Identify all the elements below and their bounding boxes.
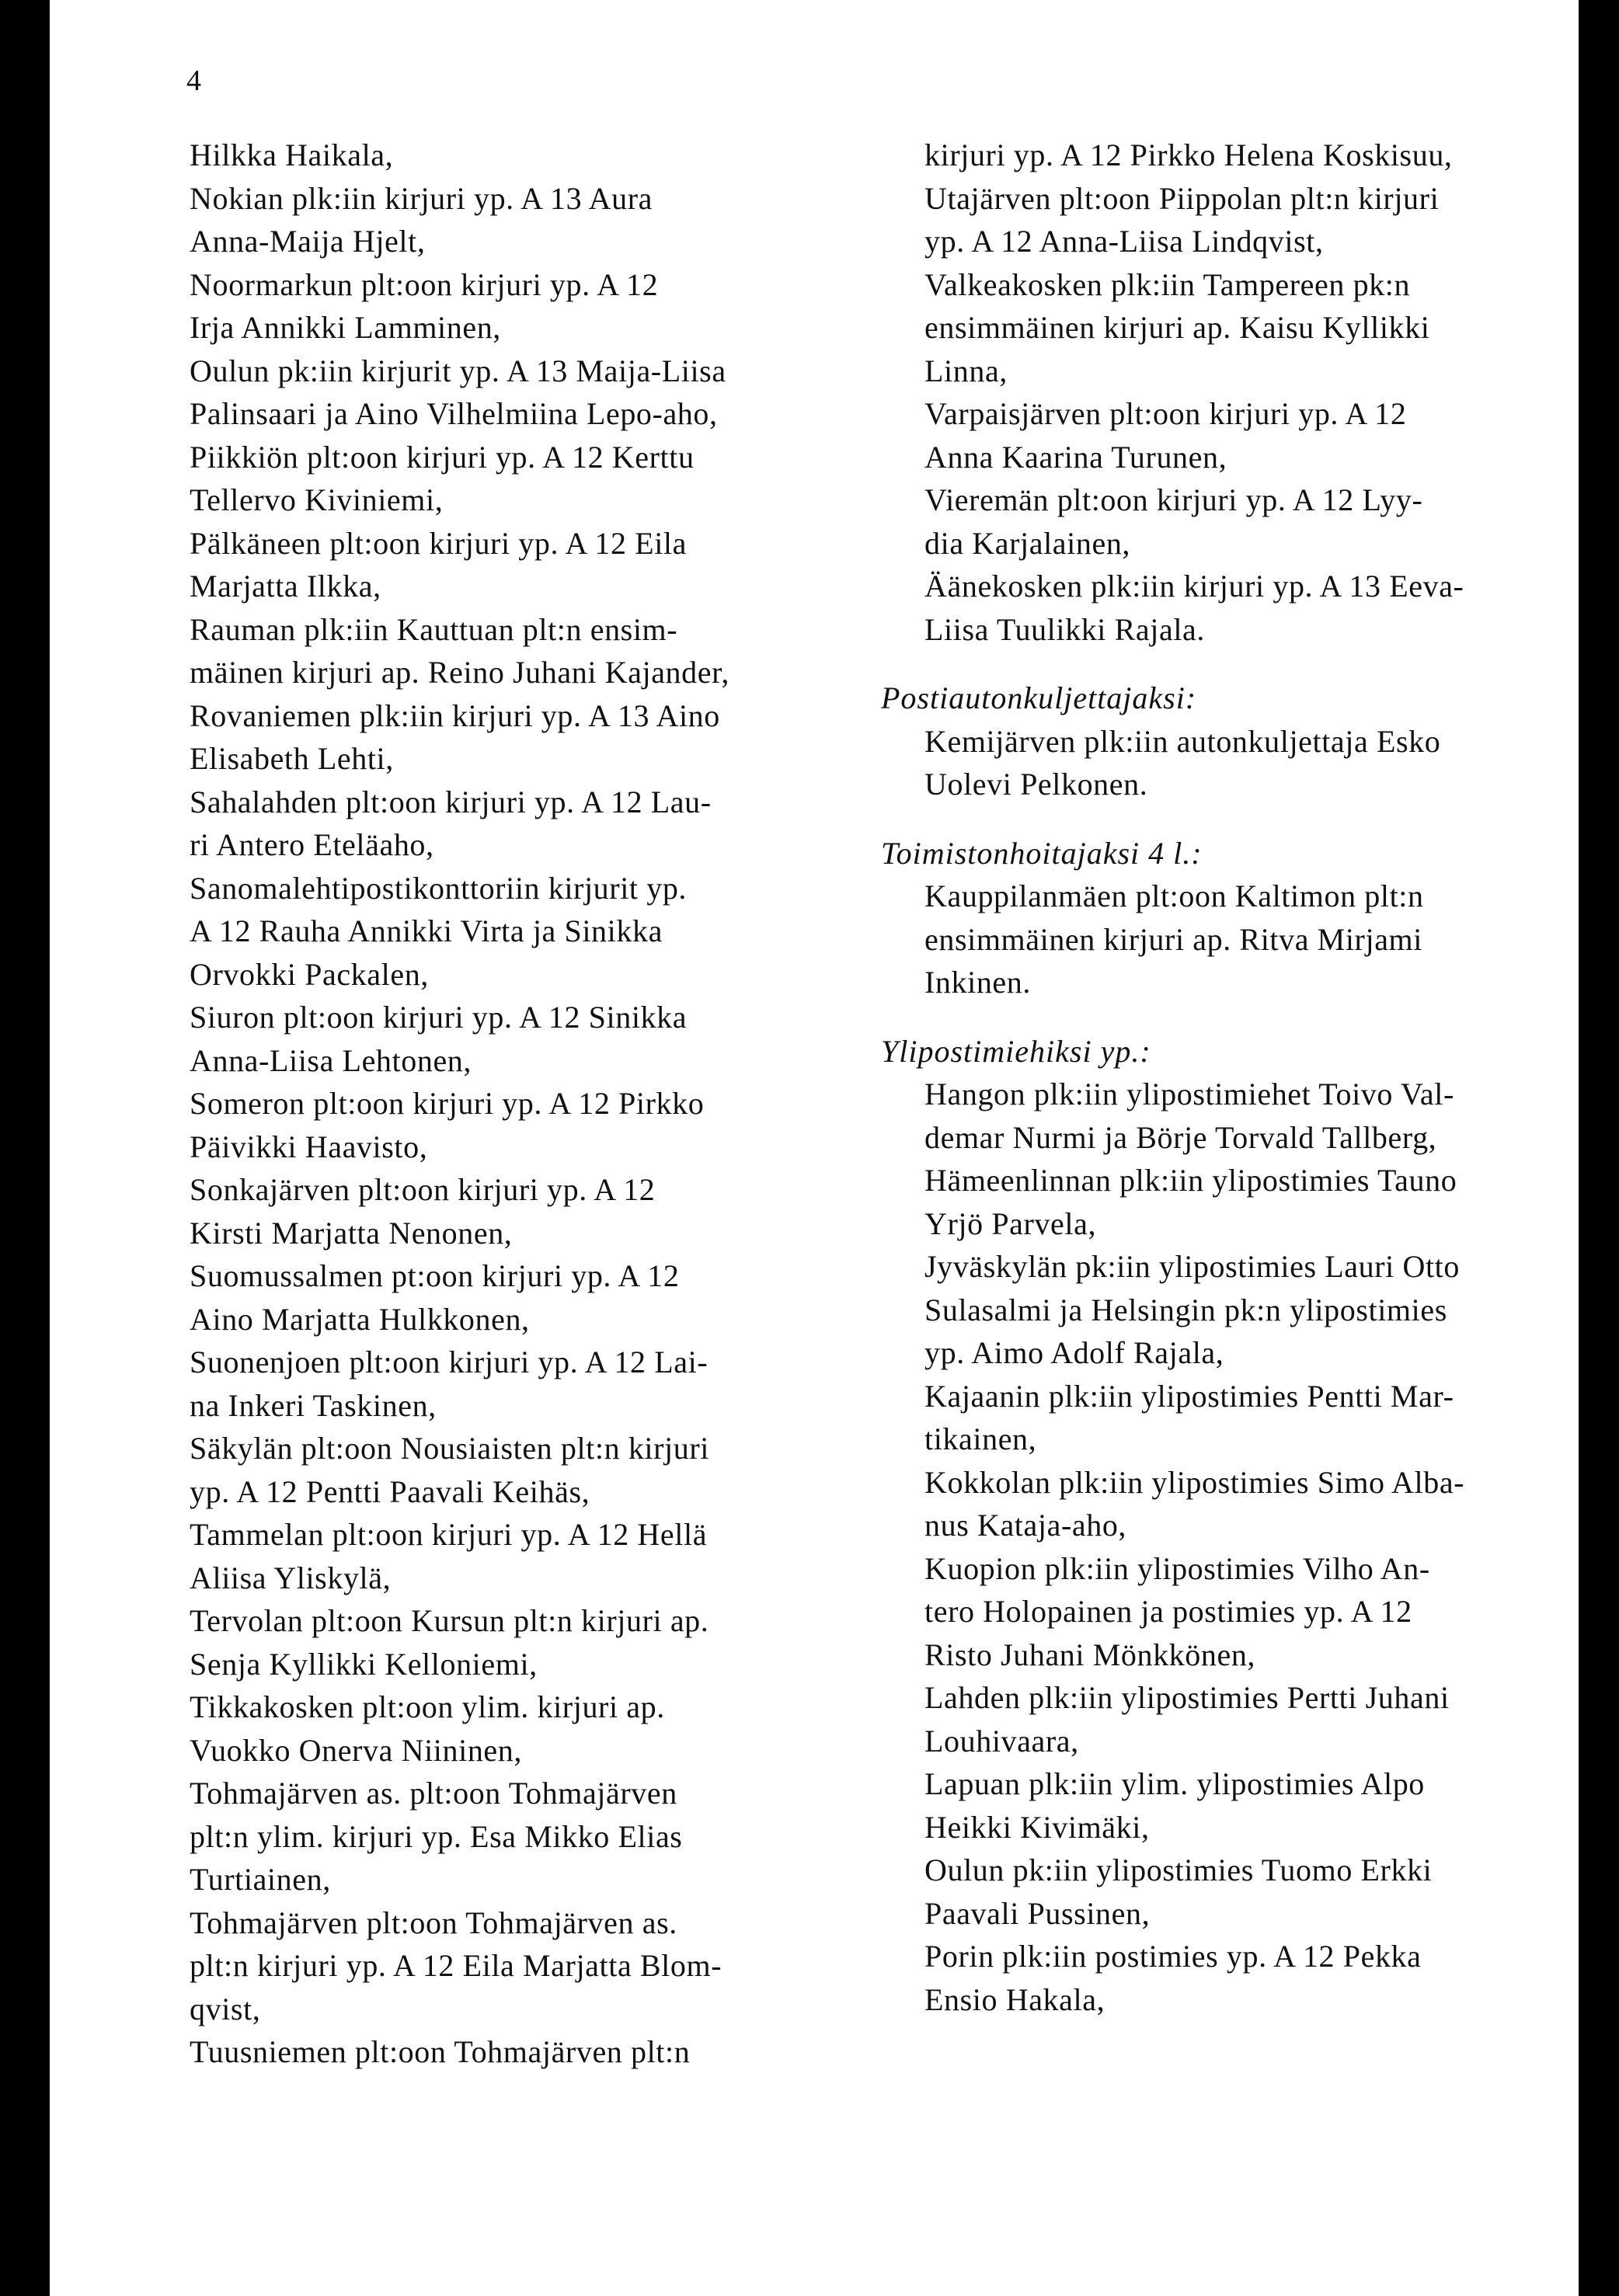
text-line: Varpaisjärven plt:oon kirjuri yp. A 12 <box>924 396 1407 431</box>
text-line: Lahden plk:iin ylipostimies Pertti Juhani <box>924 1680 1450 1715</box>
text-line: Kirsti Marjatta Nenonen, <box>190 1215 513 1251</box>
text-line: Inkinen. <box>924 965 1031 1000</box>
page-number: 4 <box>186 64 201 97</box>
text-line: Uolevi Pelkonen. <box>924 767 1148 802</box>
text-line: Lapuan plk:iin ylim. ylipostimies Alpo <box>924 1766 1425 1801</box>
text-line: ensimmäinen kirjuri ap. Kaisu Kyllikki <box>924 310 1430 345</box>
text-line: yp. A 12 Anna-Liisa Lindqvist, <box>924 224 1324 259</box>
text-line: Tikkakosken plt:oon ylim. kirjuri ap. <box>190 1689 665 1724</box>
text-line: demar Nurmi ja Börje Torvald Tallberg, <box>924 1119 1437 1155</box>
text-line: Porin plk:iin postimies yp. A 12 Pekka <box>924 1939 1422 1974</box>
text-line: Tuusniemen plt:oon Tohmajärven plt:n <box>190 2034 691 2069</box>
text-line: Vuokko Onerva Niininen, <box>190 1732 522 1768</box>
text-line: Heikki Kivimäki, <box>924 1809 1150 1845</box>
text-line: Hämeenlinnan plk:iin ylipostimies Tauno <box>924 1163 1457 1198</box>
text-line: tero Holopainen ja postimies yp. A 12 <box>924 1594 1412 1629</box>
text-line: A 12 Rauha Annikki Virta ja Sinikka <box>190 913 663 948</box>
text-line: Oulun pk:iin ylipostimies Tuomo Erkki <box>924 1852 1433 1887</box>
text-line: dia Karjalainen, <box>924 525 1131 561</box>
text-line: Nokian plk:iin kirjuri yp. A 13 Aura <box>190 180 653 216</box>
text-line: Aliisa Yliskylä, <box>190 1560 392 1595</box>
text-line: Tohmajärven as. plt:oon Tohmajärven <box>190 1776 677 1811</box>
text-line: Sonkajärven plt:oon kirjuri yp. A 12 <box>190 1172 656 1207</box>
text-line: Päivikki Haavisto, <box>190 1129 428 1164</box>
text-line: na Inkeri Taskinen, <box>190 1387 437 1423</box>
text-line: Senja Kyllikki Kelloniemi, <box>190 1646 538 1682</box>
left-column <box>190 134 846 2074</box>
text-line: Pälkäneen plt:oon kirjuri yp. A 12 Eila <box>190 525 687 561</box>
text-line: nus Kataja-aho, <box>924 1508 1127 1543</box>
text-line: qvist, <box>190 1991 261 2026</box>
text-line: mäinen kirjuri ap. Reino Juhani Kajander, <box>190 655 730 690</box>
text-line: Tammelan plt:oon kirjuri yp. A 12 Hellä <box>190 1517 708 1552</box>
text-line: Someron plt:oon kirjuri yp. A 12 Pirkko <box>190 1086 705 1121</box>
text-line: Säkylän plt:oon Nousiaisten plt:n kirjuri <box>190 1431 709 1466</box>
text-line: Anna-Maija Hjelt, <box>190 224 426 259</box>
text-line: Äänekosken plk:iin kirjuri yp. A 13 Eeva- <box>924 569 1464 604</box>
text-line: Siuron plt:oon kirjuri yp. A 12 Sinikka <box>190 1000 688 1035</box>
text-line: Irja Annikki Lamminen, <box>190 310 501 345</box>
text-line: tikainen, <box>924 1421 1037 1456</box>
text-line: Tervolan plt:oon Kursun plt:n kirjuri ap. <box>190 1603 709 1638</box>
section-spacer <box>881 806 1537 832</box>
text-line: Sanomalehtipostikonttoriin kirjurit yp. <box>190 870 688 906</box>
text-line: Suonenjoen plt:oon kirjuri yp. A 12 Lai- <box>190 1345 709 1379</box>
text-line: yp. Aimo Adolf Rajala, <box>924 1335 1224 1370</box>
text-line: Palinsaari ja Aino Vilhelmiina Lepo-aho, <box>190 396 718 431</box>
text-line: Liisa Tuulikki Rajala. <box>924 611 1205 647</box>
section-spacer <box>881 1004 1537 1030</box>
paper-sheet <box>50 0 1579 2296</box>
text-line: Tohmajärven plt:oon Tohmajärven as. <box>190 1905 677 1940</box>
text-line: Noormarkun plt:oon kirjuri yp. A 12 <box>190 266 659 302</box>
text-line: Sulasalmi ja Helsingin pk:n ylipostimies <box>924 1292 1447 1327</box>
text-line: Linna, <box>924 353 1008 388</box>
text-line: Elisabeth Lehti, <box>190 741 394 776</box>
text-line: Paavali Pussinen, <box>924 1895 1151 1931</box>
text-line: ri Antero Eteläaho, <box>190 827 434 862</box>
text-line: plt:n kirjuri yp. A 12 Eila Marjatta Blom- <box>190 1948 722 1983</box>
text-line: Anna-Liisa Lehtonen, <box>190 1042 472 1078</box>
section-heading: Toimistonhoitajaksi 4 l.: <box>881 835 1203 871</box>
text-line: Jyväskylän pk:iin ylipostimies Lauri Otto <box>924 1249 1460 1284</box>
text-line: Ensio Hakala, <box>924 1981 1105 2017</box>
text-line: Marjatta Ilkka, <box>190 569 381 604</box>
text-line: Hangon plk:iin ylipostimiehet Toivo Val- <box>924 1077 1454 1111</box>
section-heading: Postiautonkuljettajaksi: <box>881 680 1197 715</box>
text-line: Sahalahden plt:oon kirjuri yp. A 12 Lau- <box>190 784 712 819</box>
text-line: Kokkolan plk:iin ylipostimies Simo Alba- <box>924 1464 1465 1500</box>
text-line: Oulun pk:iin kirjurit yp. A 13 Maija-Liisa <box>190 353 726 388</box>
text-line: Risto Juhani Mönkkönen, <box>924 1637 1256 1672</box>
text-line: Anna Kaarina Turunen, <box>924 439 1227 475</box>
text-line: Hilkka Haikala, <box>190 137 394 172</box>
right-column <box>881 134 1537 2021</box>
text-line: Valkeakosken plk:iin Tampereen pk:n <box>924 266 1411 302</box>
text-line: Rovaniemen plk:iin kirjuri yp. A 13 Aino <box>190 697 720 733</box>
text-line: Orvokki Packalen, <box>190 956 429 992</box>
section-heading: Ylipostimiehiksi yp.: <box>881 1033 1151 1069</box>
text-line: Yrjö Parvela, <box>924 1205 1097 1241</box>
text-line: Piikkiön plt:oon kirjuri yp. A 12 Kerttu <box>190 439 695 475</box>
section-spacer <box>881 651 1537 677</box>
text-line: Vieremän plt:oon kirjuri yp. A 12 Lyy- <box>924 482 1423 517</box>
text-line: Kauppilanmäen plt:oon Kaltimon plt:n <box>924 878 1424 913</box>
text-line: Kemijärven plk:iin autonkuljettaja Esko <box>924 723 1441 759</box>
text-line: Tellervo Kiviniemi, <box>190 482 444 517</box>
text-line: kirjuri yp. A 12 Pirkko Helena Koskisuu, <box>924 137 1453 172</box>
text-line: yp. A 12 Pentti Paavali Keihäs, <box>190 1473 590 1509</box>
text-line: Suomussalmen pt:oon kirjuri yp. A 12 <box>190 1258 680 1293</box>
text-line: Turtiainen, <box>190 1862 331 1897</box>
text-line: Kuopion plk:iin ylipostimies Vilho An- <box>924 1550 1430 1586</box>
text-line: Kajaanin plk:iin ylipostimies Pentti Mar- <box>924 1378 1454 1414</box>
text-line: ensimmäinen kirjuri ap. Ritva Mirjami <box>924 921 1422 957</box>
text-line: plt:n ylim. kirjuri yp. Esa Mikko Elias <box>190 1818 683 1854</box>
text-line: Louhivaara, <box>924 1723 1079 1759</box>
text-line: Utajärven plt:oon Piippolan plt:n kirjuri <box>924 180 1440 216</box>
text-line: Aino Marjatta Hulkkonen, <box>190 1301 530 1337</box>
text-line: Rauman plk:iin Kauttuan plt:n ensim- <box>190 611 678 647</box>
